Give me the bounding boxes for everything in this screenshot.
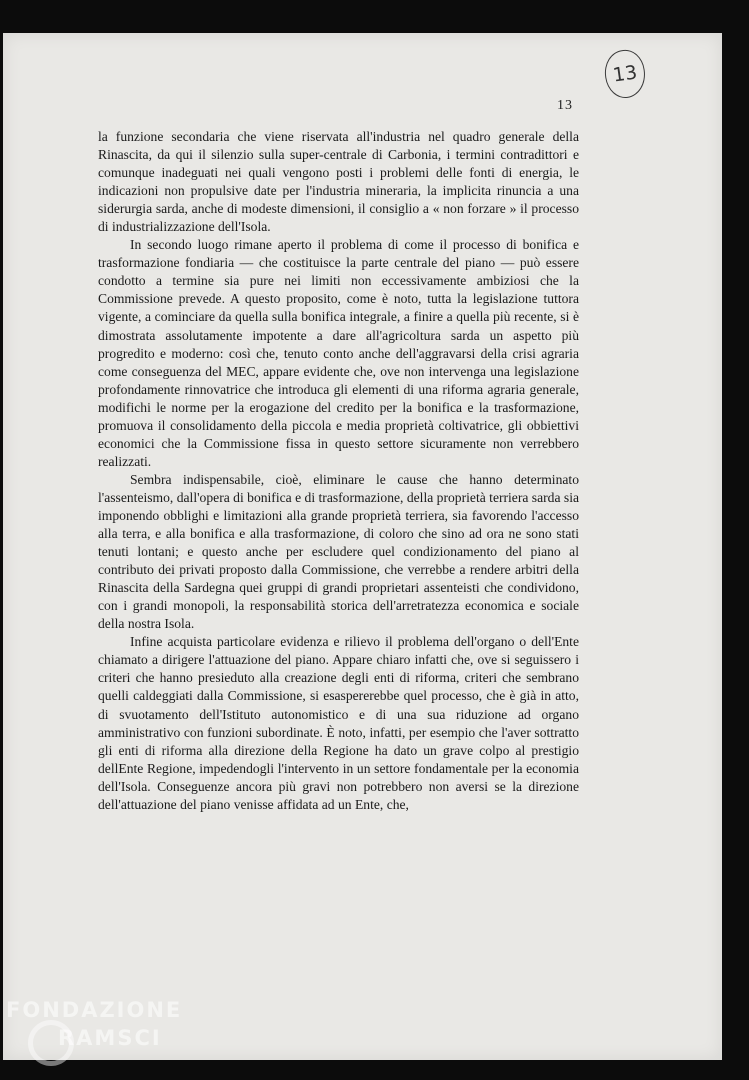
body-text <box>98 128 579 814</box>
watermark-line-2: RAMSCI <box>58 1026 162 1050</box>
archive-watermark <box>6 998 182 1050</box>
watermark-line-1: FONDAZIONE <box>6 998 183 1022</box>
annotation-text: 13 <box>611 61 639 87</box>
page-number: 13 <box>557 98 573 113</box>
paragraph-1: la funzione secondaria che viene riservata all'industria nel quadro generale della Rinascita, da qui il silenzio sulla super-centrale di Carbonia, i termini contradittori e comunque inadeguati nei quali vengono posti i problemi delle fonti di energia, le indicazioni non propulsive date per l'industria mineraria, la implicita rinuncia a una siderurgia sarda, anche di modeste dimensioni, il consiglio a « non forzare » il processo di industrializzazione dell'Isola. <box>98 129 579 235</box>
paragraph-2: In secondo luogo rimane aperto il problema di come il processo di bonifica e trasformazione fondiaria — che costituisce la parte centrale del piano — può essere condotto a termine sia pure nei limiti non eccessivamente ambiziosi che la Commissione prevede. A questo proposito, come è noto, tutta la legislazione tuttora vigente, a cominciare da quella sulla bonifica integrale, a finire a quella più recente, si è dimostrata assolutamente impotente a dare all'agricoltura sarda un aspetto più progredito e moderno: così che, tenuto conto anche dell'aggravarsi della crisi agraria come conseguenza del MEC, appare evidente che, ove non intervenga una legislazione profondamente rinnovatrice che introduca gli elementi di una riforma agraria generale, modifichi le norme per la erogazione del credito per la bonifica e la trasformazione, promuova il consolidamento della piccola e media proprietà coltivatrice, gli obbiettivi economici che la Commissione fissa in questo settore sicuramente non verrebbero realizzati. <box>98 237 579 469</box>
paragraph-4: Infine acquista particolare evidenza e rilievo il problema dell'organo o dell'Ente chiamato a dirigere l'attuazione del piano. Appare chiaro infatti che, ove si seguissero i criteri che hanno presieduto alla creazione degli enti di riforma, criteri che sembrano quelli caldeggiati dalla Commissione, si esaspererebbe quel processo, che è già in atto, di svuotamento dell'Istituto autonomistico e di una sua riduzione ad organo amministrativo con funzioni subordinate. È noto, infatti, per esempio che l'aver sottratto gli enti di riforma alla direzione della Regione ha dato un grave colpo al prestigio dellEnte Regione, impedendogli l'intervento in un settore fondamentale per la economia dell'Isola. Conseguenze ancora più gravi non potrebbero non aversi se la direzione dell'attuazione del piano venisse affidata ad un Ente, che, <box>98 634 579 812</box>
paragraph-3: Sembra indispensabile, cioè, eliminare le cause che hanno determinato l'assenteismo, dall'opera di bonifica e di trasformazione, della proprietà terriera sarda sia imponendo obblighi e limitazioni alla grande proprietà terriera, sia favorendo l'accesso alla terra, e alla bonifica e alla trasformazione, di coloro che sino ad ora ne sono stati tenuti lontani; e questo anche per escludere quel condizionamento del piano al contributo dei privati proposto dalla Commissione, che verrebbe a rendere arbitri della Rinascita della Sardegna quei gruppi di grandi proprietari assenteisti che condividono, con i grandi monopoli, la responsabilità storica dell'arretratezza economica e sociale della nostra Isola. <box>98 471 579 632</box>
